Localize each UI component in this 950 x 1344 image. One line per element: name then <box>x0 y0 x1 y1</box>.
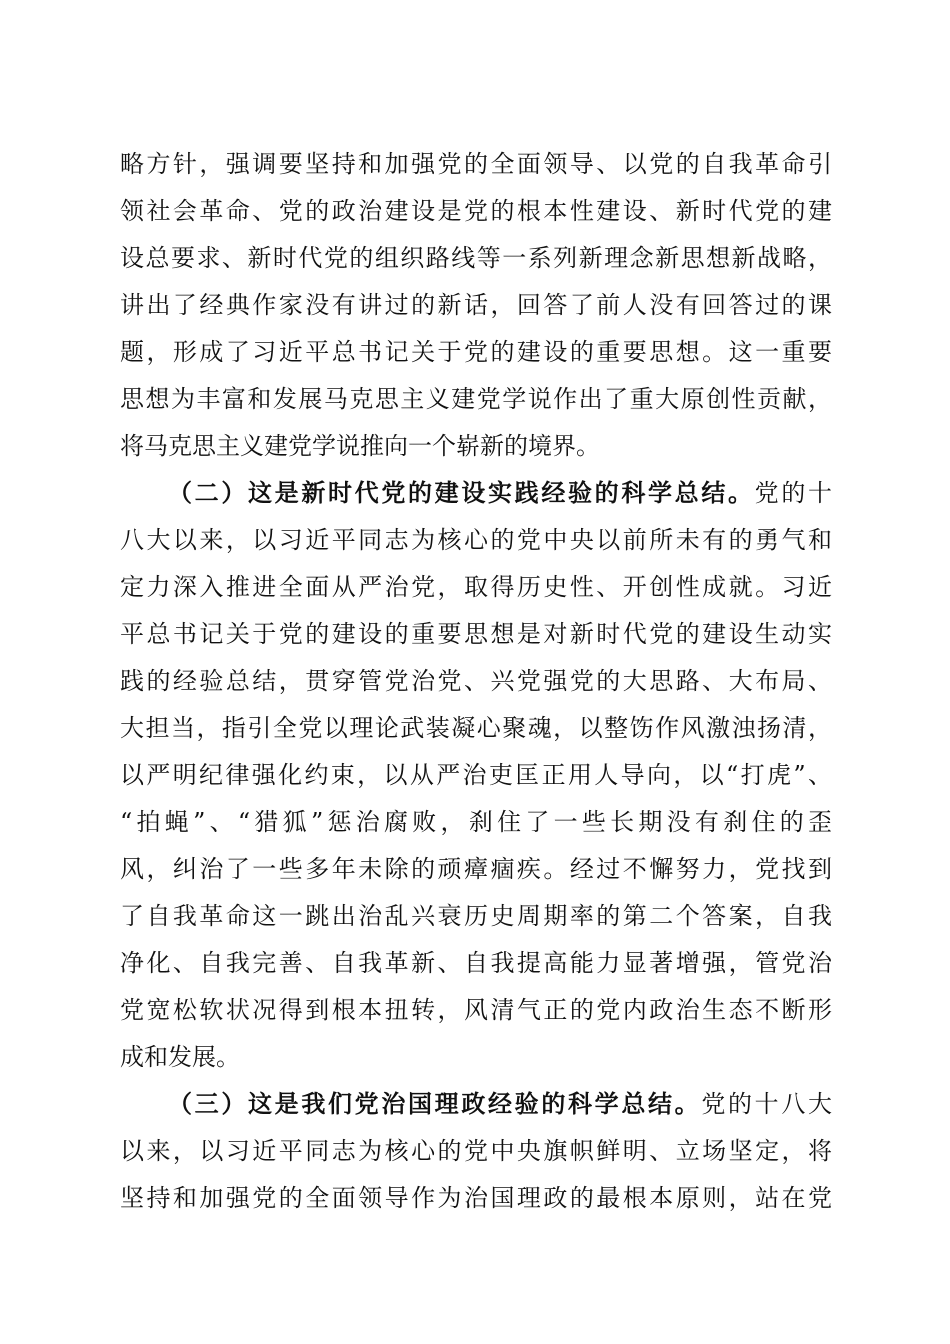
paragraph-1-line-2: 领社会革命、党的政治建设是党的根本性建设、新时代党的建 <box>120 197 832 225</box>
paragraph-3-line-2: 以来，以习近平同志为核心的党中央旗帜鲜明、立场坚定，将 <box>120 1137 832 1165</box>
paragraph-2-line-7: 以严明纪律强化约束，以从严治吏匡正用人导向，以“打虎”、 <box>120 761 832 789</box>
paragraph-2-first-line <box>168 476 832 510</box>
section-heading-3: （三）这是我们党治国理政经验的科学总结。 <box>168 1090 702 1118</box>
paragraph-2-line-3: 定力深入推进全面从严治党，取得历史性、开创性成就。习近 <box>120 573 832 601</box>
paragraph-2-line-8: “拍蝇”、“猎狐”惩治腐败，刹住了一些长期没有刹住的歪 <box>120 808 832 836</box>
paragraph-2-line-11: 净化、自我完善、自我革新、自我提高能力显著增强，管党治 <box>120 949 832 977</box>
paragraph-1-line-3: 设总要求、新时代党的组织路线等一系列新理念新思想新战略， <box>120 244 832 272</box>
paragraph-3-first-line-text: 党的十八大 <box>701 1090 833 1118</box>
paragraph-2-line-9: 风，纠治了一些多年未除的顽瘴痼疾。经过不懈努力，党找到 <box>120 855 832 883</box>
paragraph-1-line-6: 思想为丰富和发展马克思主义建党学说作出了重大原创性贡献， <box>120 385 832 413</box>
paragraph-2-line-2: 八大以来，以习近平同志为核心的党中央以前所未有的勇气和 <box>120 526 832 554</box>
paragraph-2-line-10: 了自我革命这一跳出治乱兴衰历史周期率的第二个答案，自我 <box>120 902 832 930</box>
paragraph-2-line-6: 大担当，指引全党以理论武装凝心聚魂，以整饬作风激浊扬清， <box>120 714 832 742</box>
paragraph-1-line-1: 略方针，强调要坚持和加强党的全面领导、以党的自我革命引 <box>120 150 832 178</box>
paragraph-2-line-4: 平总书记关于党的建设的重要思想是对新时代党的建设生动实 <box>120 620 832 648</box>
paragraph-2-line-12: 党宽松软状况得到根本扭转，风清气正的党内政治生态不断形 <box>120 996 832 1024</box>
paragraph-1-line-7: 将马克思主义建党学说推向一个崭新的境界。 <box>120 432 600 460</box>
paragraph-2-line-5: 践的经验总结，贯穿管党治党、兴党强党的大思路、大布局、 <box>120 667 832 695</box>
paragraph-1-line-5: 题，形成了习近平总书记关于党的建设的重要思想。这一重要 <box>120 338 832 366</box>
paragraph-3-first-line <box>168 1087 832 1121</box>
section-heading-2: （二）这是新时代党的建设实践经验的科学总结。 <box>168 479 755 507</box>
paragraph-1-line-4: 讲出了经典作家没有讲过的新话，回答了前人没有回答过的课 <box>120 291 832 319</box>
paragraph-2-first-line-text: 党的十 <box>754 479 833 507</box>
paragraph-2-line-13: 成和发展。 <box>120 1043 240 1071</box>
paragraph-3-line-3: 坚持和加强党的全面领导作为治国理政的最根本原则，站在党 <box>120 1184 832 1212</box>
